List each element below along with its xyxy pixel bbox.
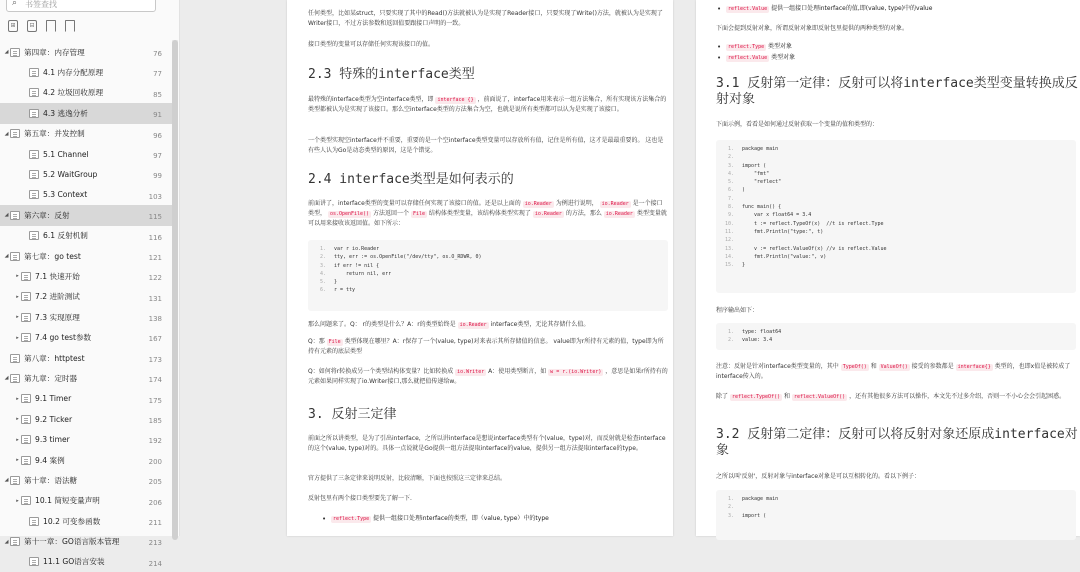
sidebar-item[interactable] bbox=[0, 124, 172, 144]
sidebar-item-label: 7.4 go test参数 bbox=[35, 333, 92, 343]
sidebar-item-label: 第十一章：GO语言版本管理 bbox=[24, 537, 120, 547]
page-icon bbox=[21, 496, 31, 505]
line-number: 3. bbox=[727, 162, 734, 169]
page-icon bbox=[29, 88, 39, 97]
sidebar-item[interactable] bbox=[0, 103, 172, 123]
code-line bbox=[720, 220, 1072, 228]
line-number: 2. bbox=[727, 337, 734, 344]
page-icon bbox=[29, 109, 39, 118]
sidebar-item-label: 9.4 案例 bbox=[35, 455, 65, 465]
expand-arrow-icon[interactable]: ▸ bbox=[16, 314, 19, 321]
page-icon bbox=[21, 415, 31, 424]
expand-arrow-icon[interactable]: ▸ bbox=[16, 273, 19, 280]
paragraph: 一个类型实现空interface并不重要，重要的是一个空interface类型变量可以存放所有值，记住是所有值，这才是最最重要的。 这也是有些人认为Go是动态类型的原因，这是个错觉。 bbox=[308, 137, 664, 154]
code-text: package main bbox=[742, 496, 779, 502]
code-text: fmt.Println("type:", t) bbox=[742, 228, 824, 235]
code-line bbox=[720, 211, 1072, 219]
line-number: 14. bbox=[724, 253, 734, 260]
page-number: 77 bbox=[153, 70, 162, 79]
expand-arrow-icon[interactable]: ▸ bbox=[16, 334, 19, 341]
page-number: 192 bbox=[148, 437, 162, 446]
expand-arrow-icon[interactable]: ▸ bbox=[16, 395, 19, 402]
sidebar-item-label: 11.1 GO语言安装 bbox=[43, 557, 105, 567]
code-text: ) bbox=[742, 187, 746, 194]
collapse-all-icon[interactable]: ⊟ bbox=[27, 20, 37, 32]
page-icon bbox=[10, 537, 20, 546]
code-line bbox=[720, 328, 1072, 336]
code-text: t := reflect.TypeOf(x) //t is reflect.Type bbox=[742, 220, 884, 227]
collapse-arrow-icon[interactable]: ◢ bbox=[4, 212, 9, 219]
line-number: 5. bbox=[319, 279, 326, 286]
code-line bbox=[720, 145, 1072, 153]
line-number: 4. bbox=[727, 170, 734, 177]
heading-2-4: 2.4 interface类型是如何表示的 bbox=[308, 172, 514, 187]
heading-2-3: 2.3 特殊的interface类型 bbox=[308, 67, 475, 82]
page-icon bbox=[10, 211, 20, 220]
expand-arrow-icon[interactable]: ▸ bbox=[16, 436, 19, 443]
page-number: 214 bbox=[148, 559, 162, 568]
sidebar-item-label: 第九章：定时器 bbox=[24, 373, 78, 383]
code-line bbox=[720, 253, 1072, 261]
page-number: 121 bbox=[148, 253, 162, 262]
page-number: 85 bbox=[153, 90, 162, 99]
collapse-arrow-icon[interactable]: ◢ bbox=[4, 253, 9, 260]
code-text: v := reflect.ValueOf(x) //v is reflect.Value bbox=[742, 245, 887, 252]
sidebar-item[interactable] bbox=[0, 144, 172, 164]
collapse-arrow-icon[interactable]: ◢ bbox=[4, 477, 9, 484]
line-number: 11. bbox=[724, 228, 734, 235]
paragraph: 除了 reflect.TypeOf() 和 reflect.ValueOf() ，还有其他很多方法可以操作，本文先不过多介绍，否则一不小心会会引起困惑。 bbox=[716, 393, 1066, 400]
page-number: 97 bbox=[153, 151, 162, 160]
heading-3-2: 3.2 反射第二定律：反射可以将反射对象还原成interface对象 bbox=[716, 427, 1078, 458]
paragraph: 之所以叫'反射'，反射对象与interface对象是可以互相转化的。看以下例子： bbox=[716, 473, 921, 480]
page-number: 116 bbox=[148, 233, 162, 242]
code-text: if err != nil { bbox=[334, 262, 380, 269]
code-text: var r io.Reader bbox=[334, 246, 380, 252]
page-icon bbox=[10, 252, 20, 261]
paragraph: 注意：反射是针对interface类型变量的，其中 TypeOf() 和 ValueOf() 接受的参数都是 interface{} 类型的，也即x值是被转成了interface传入的。 bbox=[716, 363, 1071, 380]
heading-3: 3. 反射三定律 bbox=[308, 407, 397, 422]
line-number: 2. bbox=[319, 254, 326, 261]
bullet-item: • reflect.Value 提供一组接口处理interface的值,即(value, type)中的value bbox=[726, 4, 1071, 14]
paragraph: 程序输出如下： bbox=[716, 307, 759, 314]
page-icon bbox=[29, 517, 39, 526]
line-number: 5. bbox=[727, 179, 734, 186]
paragraph: 下面示例，看看是如何通过反射获取一个变量的值和类型的： bbox=[716, 121, 879, 128]
code-line bbox=[720, 236, 1072, 244]
code-text: tty, err := os.OpenFile("/dev/tty", os.O_RDWR, 0) bbox=[334, 254, 482, 261]
paragraph: 接口类型的变量可以存储任何实现该接口的值。 bbox=[308, 41, 435, 48]
code-text: return nil, err bbox=[334, 270, 392, 277]
sidebar-item[interactable] bbox=[0, 246, 172, 266]
code-line bbox=[720, 178, 1072, 186]
code-line bbox=[312, 286, 664, 294]
paragraph: Q：那 File 类型体现在哪里？A：r保存了一个(value, type)对来表示其所存储值的信息。 value即为r所持有元素的值，type即为所持有元素的底层类型 bbox=[308, 338, 664, 355]
page-number: 76 bbox=[153, 50, 162, 58]
sidebar-item-label: 7.1 快速开始 bbox=[35, 271, 80, 281]
expand-arrow-icon[interactable]: ▸ bbox=[16, 416, 19, 423]
page-icon bbox=[10, 374, 20, 383]
sidebar-item[interactable] bbox=[0, 327, 172, 347]
page-icon bbox=[21, 272, 31, 281]
code-line bbox=[312, 270, 664, 278]
code-block bbox=[716, 490, 1076, 540]
paragraph: 前面讲了，interface类型的变量可以存储任何实现了该接口的值。还是以上面的 io.Reader 为例进行说明， io.Reader 是一个接口类型， os.OpenFile() 方法返回一个 File 结构体类型变量，该结构体类型实现了 io.Reader 的方法，那么 io.Reader 类型变量就可以用来接收该返回值。如下所示： bbox=[308, 200, 667, 227]
page-icon bbox=[29, 170, 39, 179]
page-number: 175 bbox=[148, 396, 162, 405]
code-line bbox=[720, 245, 1072, 253]
sidebar-item-label: 第四章：内存管理 bbox=[24, 47, 85, 57]
code-line bbox=[720, 203, 1072, 211]
expand-arrow-icon[interactable]: ▸ bbox=[16, 497, 19, 504]
bookmark-tree bbox=[0, 42, 172, 572]
code-line bbox=[720, 261, 1072, 269]
page-icon bbox=[29, 231, 39, 240]
code-line bbox=[720, 512, 1072, 520]
code-text: r = tty bbox=[334, 287, 356, 294]
sidebar-item[interactable] bbox=[0, 491, 172, 511]
sidebar-item-label: 10.1 简短变量声明 bbox=[35, 496, 100, 506]
sidebar-item-label: 10.2 可变参函数 bbox=[43, 516, 101, 526]
page-number: 99 bbox=[153, 172, 162, 181]
sidebar-item-label: 第八章：httptest bbox=[24, 353, 85, 363]
sidebar-item-label: 6.1 反射机制 bbox=[43, 231, 88, 241]
bullet-item: • reflect.Type 提供一组接口处理interface的类型，即（value, type）中的type bbox=[331, 514, 666, 524]
page-number: 173 bbox=[148, 355, 162, 364]
sidebar-item[interactable] bbox=[0, 185, 172, 205]
code-line bbox=[312, 245, 664, 253]
scrollbar-thumb[interactable] bbox=[172, 40, 178, 540]
sidebar-item[interactable] bbox=[0, 348, 172, 368]
sidebar-item[interactable] bbox=[0, 266, 172, 286]
line-number: 7. bbox=[727, 195, 734, 202]
line-number: 12. bbox=[724, 237, 734, 244]
sidebar-item[interactable] bbox=[0, 511, 172, 531]
sidebar-item[interactable] bbox=[0, 83, 172, 103]
sidebar-toolbar bbox=[8, 20, 75, 32]
paragraph: 前面之所以讲类型，是为了引出interface，之所以讲interface是想说interface类型有个(value，type)对，而反射就是检查interface的这个(value, type)对的。具体一点说就是Go提供一组方法提取interface的value，提供另一组方法提取interface的type。 bbox=[308, 435, 666, 452]
page-number: 115 bbox=[148, 213, 162, 222]
collapse-arrow-icon[interactable]: ◢ bbox=[4, 375, 9, 382]
sidebar-item-label: 第六章：反射 bbox=[24, 210, 70, 220]
code-line bbox=[312, 278, 664, 286]
page-number: 206 bbox=[148, 498, 162, 507]
code-text: fmt.Println("value:", v) bbox=[742, 253, 827, 260]
line-number: 2. bbox=[727, 504, 734, 511]
page-icon bbox=[10, 48, 20, 57]
code-line bbox=[312, 253, 664, 261]
sidebar-item-label: 第十章：语法糖 bbox=[24, 475, 78, 485]
line-number: 9. bbox=[727, 212, 734, 219]
search-placeholder: 书签查找 bbox=[25, 0, 57, 9]
line-number: 3. bbox=[727, 512, 734, 519]
sidebar-item[interactable] bbox=[0, 62, 172, 82]
code-line bbox=[720, 162, 1072, 170]
heading-3-1: 3.1 反射第一定律：反射可以将interface类型变量转换成反射对象 bbox=[716, 76, 1078, 107]
sidebar-item-label: 9.2 Ticker bbox=[35, 414, 73, 424]
sidebar-item[interactable] bbox=[0, 552, 172, 572]
line-number: 3. bbox=[319, 262, 326, 269]
sidebar-item[interactable] bbox=[0, 368, 172, 388]
code-text: } bbox=[334, 279, 338, 286]
sidebar-item-label: 4.2 垃圾回收原理 bbox=[43, 88, 104, 98]
sidebar-item[interactable] bbox=[0, 287, 172, 307]
paragraph: 官方提供了三条定律来说明反射，比较清晰，下面也按照这三定律来总结。 bbox=[308, 475, 507, 482]
sidebar-item-label: 7.3 实现原理 bbox=[35, 312, 80, 322]
line-number: 10. bbox=[724, 220, 734, 227]
sidebar-item-label: 第五章：并发控制 bbox=[24, 129, 85, 139]
bookmark-sidebar bbox=[0, 0, 180, 568]
page-icon bbox=[21, 435, 31, 444]
collapse-arrow-icon[interactable]: ◢ bbox=[4, 49, 9, 56]
line-number: 15. bbox=[724, 262, 734, 269]
add-bookmark-icon[interactable] bbox=[65, 20, 75, 32]
page-number: 167 bbox=[148, 335, 162, 344]
sidebar-item[interactable] bbox=[0, 450, 172, 470]
sidebar-item-label: 4.3 逃逸分析 bbox=[43, 108, 88, 118]
code-text: package main bbox=[742, 146, 779, 152]
code-line bbox=[312, 262, 664, 270]
sidebar-item-label: 4.1 内存分配原理 bbox=[43, 68, 104, 78]
expand-arrow-icon[interactable]: ▸ bbox=[16, 293, 19, 300]
page-icon bbox=[29, 150, 39, 159]
search-icon: ⌕ bbox=[12, 0, 18, 8]
sidebar-item[interactable] bbox=[0, 226, 172, 246]
page-icon bbox=[29, 68, 39, 77]
sidebar-scrollbar[interactable] bbox=[172, 40, 178, 536]
sidebar-item-label: 9.3 timer bbox=[35, 435, 70, 445]
page-icon bbox=[21, 292, 31, 301]
code-text: type: float64 bbox=[742, 329, 782, 335]
paragraph: 下面会提到反射对象，所谓反射对象即反射包里提供的两种类型的对象。 bbox=[716, 25, 909, 32]
bullet-item: • reflect.Value 类型对象 bbox=[726, 53, 795, 63]
sidebar-item[interactable] bbox=[0, 531, 172, 551]
sidebar-item[interactable] bbox=[0, 307, 172, 327]
code-block bbox=[716, 140, 1076, 293]
line-number: 1. bbox=[319, 246, 326, 252]
line-number: 8. bbox=[727, 204, 734, 211]
sidebar-item[interactable] bbox=[0, 42, 172, 62]
code-text: "fmt" bbox=[742, 170, 770, 177]
line-number: 1. bbox=[727, 329, 734, 335]
sidebar-item-label: 第七章：go test bbox=[24, 251, 81, 261]
page-number: 131 bbox=[148, 294, 162, 303]
page-number: 174 bbox=[148, 376, 162, 385]
page-number: 91 bbox=[153, 111, 162, 120]
paragraph: 最特殊的interface类型为空interface类型，即 interface {} ，前面说了，interface用来表示一组方法集合，所有实现该方法集合的类型都被认为是实现了该接口。那么空interface类型的方法集合为空，也就是说所有类型都可以认为是实现了该接口。 bbox=[308, 96, 667, 113]
code-line bbox=[720, 153, 1072, 161]
page-icon bbox=[10, 129, 20, 138]
line-number: 13. bbox=[724, 245, 734, 252]
paragraph: Q：如何将r转换成另一个类型结构体变量？比如转换成 io.Writer A：使用类型断言，如 w = r.(io.Writer) ，意思是如果r所持有的元素如果同样实现了io.Writer接口,那么就把值传递给w。 bbox=[308, 368, 668, 385]
page-icon bbox=[21, 394, 31, 403]
page-number: 103 bbox=[148, 192, 162, 201]
code-chip: interface {} bbox=[437, 97, 474, 103]
bullet-item: • reflect.Type 类型对象 bbox=[726, 42, 792, 52]
page-number: 200 bbox=[148, 457, 162, 466]
code-text: import ( bbox=[742, 162, 767, 169]
page-icon bbox=[29, 190, 39, 199]
paragraph: 任何类型，比如某struct，只要实现了其中的Read()方法就被认为是实现了Reader接口，只要实现了Write()方法，就被认为是实现了Writer接口，不过方法参数和返回值要跟接口声明的一致。 bbox=[308, 10, 663, 27]
sidebar-item[interactable] bbox=[0, 164, 172, 184]
line-number: 1. bbox=[727, 496, 734, 502]
expand-arrow-icon[interactable]: ▸ bbox=[16, 457, 19, 463]
line-number: 6. bbox=[319, 287, 326, 294]
collapse-arrow-icon[interactable]: ◢ bbox=[4, 538, 9, 545]
code-line bbox=[720, 336, 1072, 344]
sidebar-item-label: 7.2 进阶测试 bbox=[35, 292, 80, 302]
paragraph: 那么问题来了。Q： r的类型是什么？A：r的类型始终是 io.Reader interface类型，无论其存储什么值。 bbox=[308, 321, 590, 328]
sidebar-item-label: 5.1 Channel bbox=[43, 149, 89, 159]
pdf-page-left bbox=[287, 0, 673, 536]
page-number: 122 bbox=[148, 274, 162, 283]
code-text: value: 3.4 bbox=[742, 337, 773, 344]
line-number: 1. bbox=[727, 146, 734, 152]
pdf-page-right bbox=[696, 0, 1080, 536]
expand-all-icon[interactable]: ⊞ bbox=[8, 20, 18, 32]
page-icon bbox=[10, 354, 20, 363]
page-icon bbox=[21, 313, 31, 322]
sidebar-item-label: 9.1 Timer bbox=[35, 394, 72, 404]
code-text: func main() { bbox=[742, 204, 782, 211]
code-text: import ( bbox=[742, 512, 767, 519]
sidebar-item[interactable] bbox=[0, 409, 172, 429]
sidebar-item[interactable] bbox=[0, 470, 172, 490]
page-icon bbox=[10, 476, 20, 485]
page-icon bbox=[21, 333, 31, 342]
sidebar-item-label: 5.2 WaitGroup bbox=[43, 170, 98, 180]
page-icon bbox=[21, 456, 31, 465]
sidebar-item[interactable] bbox=[0, 389, 172, 409]
code-line bbox=[720, 228, 1072, 236]
page-number: 205 bbox=[148, 478, 162, 487]
code-block bbox=[716, 323, 1076, 350]
code-block bbox=[308, 240, 668, 311]
paragraph: 反射包里有两个接口类型要先了解一下. bbox=[308, 495, 412, 502]
code-text: } bbox=[742, 262, 746, 269]
page-number: 96 bbox=[153, 131, 162, 140]
page-icon bbox=[29, 557, 39, 566]
line-number: 2. bbox=[727, 154, 734, 161]
page-number: 138 bbox=[148, 315, 162, 324]
collapse-arrow-icon[interactable]: ◢ bbox=[4, 130, 9, 137]
code-line bbox=[720, 186, 1072, 194]
line-number: 4. bbox=[319, 270, 326, 277]
page-number: 213 bbox=[148, 539, 162, 548]
code-line bbox=[720, 170, 1072, 178]
code-line bbox=[720, 195, 1072, 203]
bookmark-search-input[interactable] bbox=[6, 0, 156, 12]
sidebar-item-label: 5.3 Context bbox=[43, 190, 88, 200]
line-number: 6. bbox=[727, 187, 734, 194]
code-text: var x float64 = 3.4 bbox=[742, 212, 812, 219]
code-text: "reflect" bbox=[742, 179, 782, 186]
bookmark-icon[interactable] bbox=[46, 20, 56, 32]
sidebar-item[interactable] bbox=[0, 429, 172, 449]
page-number: 211 bbox=[148, 518, 162, 527]
code-line bbox=[720, 503, 1072, 511]
sidebar-item[interactable] bbox=[0, 205, 172, 225]
code-line bbox=[720, 495, 1072, 503]
page-number: 185 bbox=[148, 417, 162, 426]
